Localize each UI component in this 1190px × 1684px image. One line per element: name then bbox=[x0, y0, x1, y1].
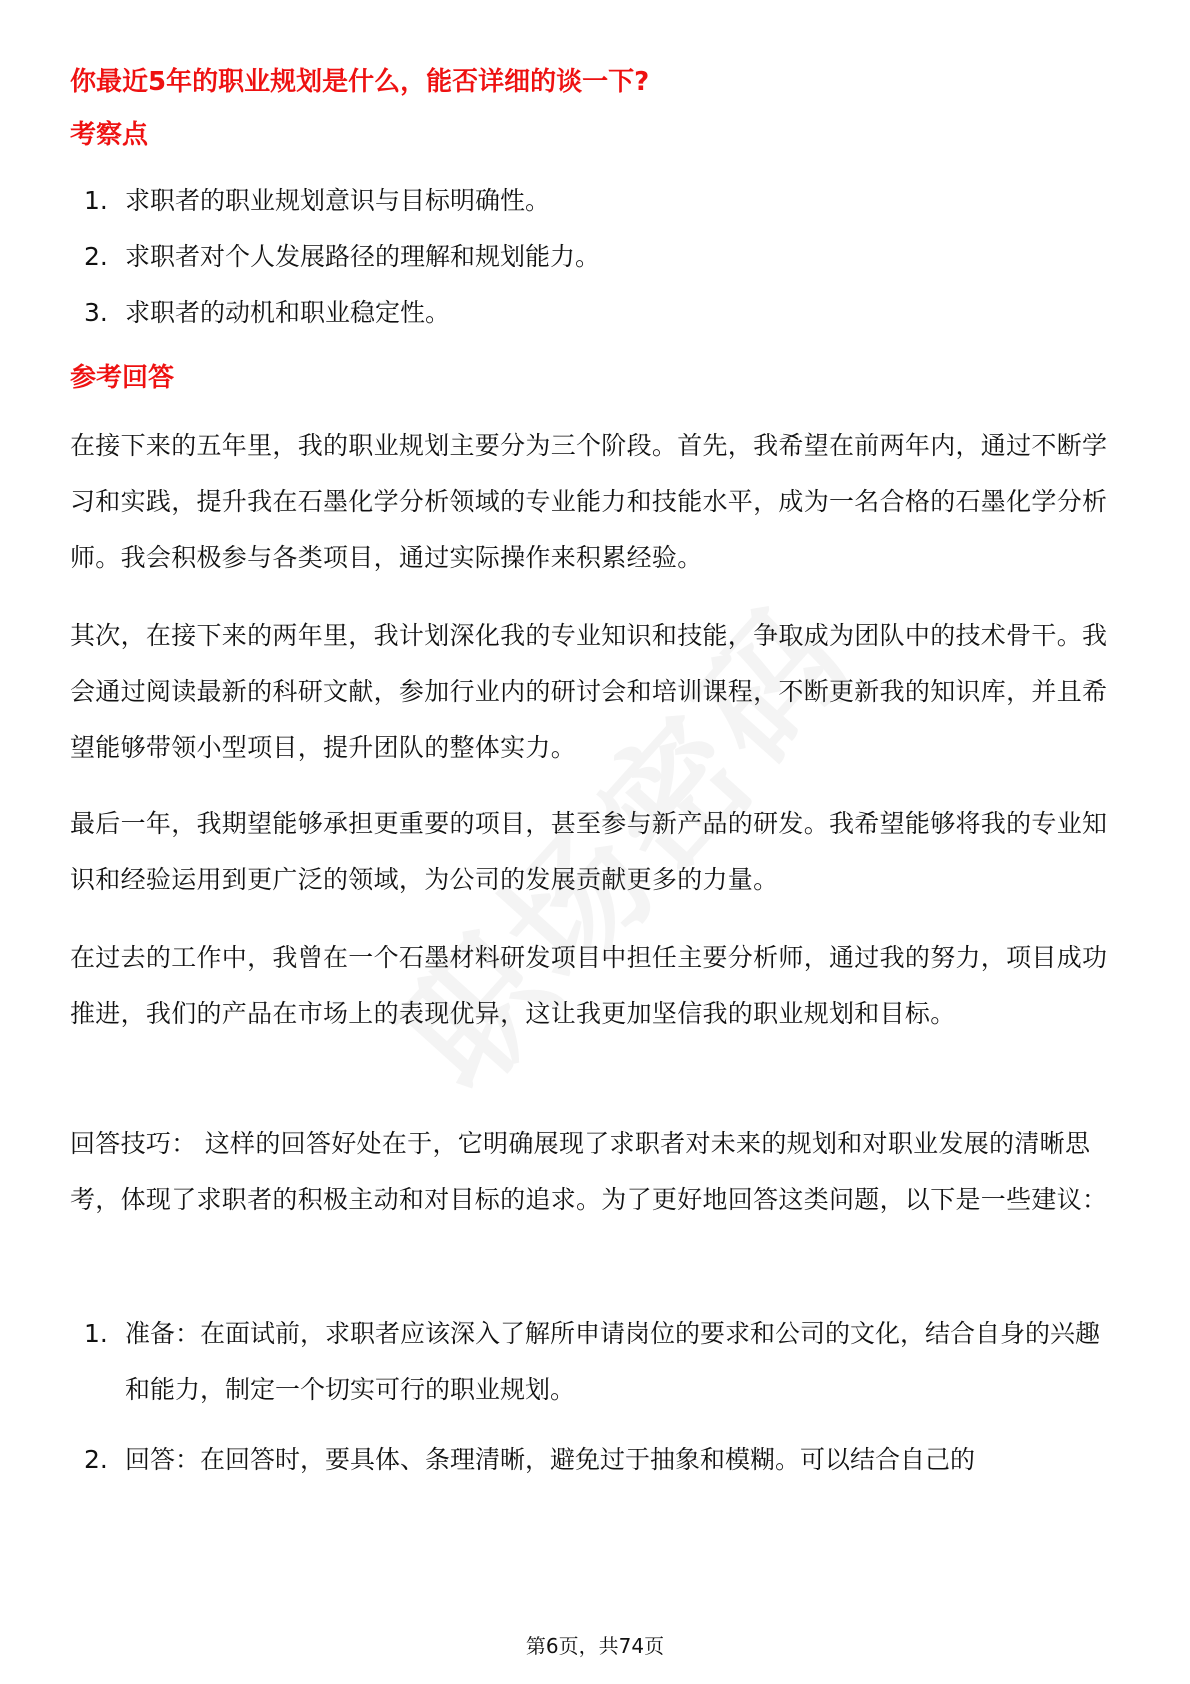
list-item bbox=[70, 1432, 1120, 1488]
list-item bbox=[70, 1306, 1120, 1418]
answer-paragraph-2: 其次，在接下来的两年里，我计划深化我的专业知识和技能，争取成为团队中的技术骨干。我会通过阅读最新的科研文献，参加行业内的研讨会和培训课程，不断更新我的知识库，并且希望能够带领小型项目，提升团队的整体实力。 bbox=[70, 621, 1108, 762]
answer-paragraph-4: 在过去的工作中，我曾在一个石墨材料研发项目中担任主要分析师，通过我的努力，项目成功推进，我们的产品在市场上的表现优异，这让我更加坚信我的职业规划和目标。 bbox=[70, 943, 1108, 1028]
section-title-points: 考察点 bbox=[70, 120, 149, 150]
section-title-answer: 参考回答 bbox=[70, 363, 175, 393]
list-text: 准备：在面试前，求职者应该深入了解所申请岗位的要求和公司的文化，结合自身的兴趣和能力，制定一个切实可行的职业规划。 bbox=[125, 1319, 1101, 1404]
page-number-footer: 第6页，共74页 bbox=[525, 1634, 665, 1658]
list-text: 回答：在回答时，要具体、条理清晰，避免过于抽象和模糊。可以结合自己的 bbox=[125, 1445, 976, 1474]
list-number: 2. bbox=[84, 1445, 108, 1474]
points-list bbox=[70, 173, 1120, 341]
list-text: 求职者的动机和职业稳定性。 bbox=[125, 298, 451, 327]
list-text: 求职者的职业规划意识与目标明确性。 bbox=[125, 186, 551, 215]
list-number: 3. bbox=[84, 298, 108, 327]
tips-list bbox=[70, 1306, 1120, 1502]
answer-paragraph-1: 在接下来的五年里，我的职业规划主要分为三个阶段。首先，我希望在前两年内，通过不断学习和实践，提升我在石墨化学分析领域的专业能力和技能水平，成为一名合格的石墨化学分析师。我会积极参与各类项目，通过实际操作来积累经验。 bbox=[70, 431, 1108, 572]
list-number: 1. bbox=[84, 186, 108, 215]
list-item bbox=[70, 229, 1120, 285]
list-text: 求职者对个人发展路径的理解和规划能力。 bbox=[125, 242, 601, 271]
list-item bbox=[70, 173, 1120, 229]
list-number: 2. bbox=[84, 242, 108, 271]
question-heading: 你最近5年的职业规划是什么，能否详细的谈一下? bbox=[70, 67, 650, 97]
list-item bbox=[70, 285, 1120, 341]
list-number: 1. bbox=[84, 1319, 108, 1348]
tips-intro-paragraph: 回答技巧： 这样的回答好处在于，它明确展现了求职者对未来的规划和对职业发展的清晰思考，体现了求职者的积极主动和对目标的追求。为了更好地回答这类问题，以下是一些建议： bbox=[70, 1129, 1108, 1214]
answer-paragraph-3: 最后一年，我期望能够承担更重要的项目，甚至参与新产品的研发。我希望能够将我的专业知识和经验运用到更广泛的领域，为公司的发展贡献更多的力量。 bbox=[70, 809, 1108, 894]
